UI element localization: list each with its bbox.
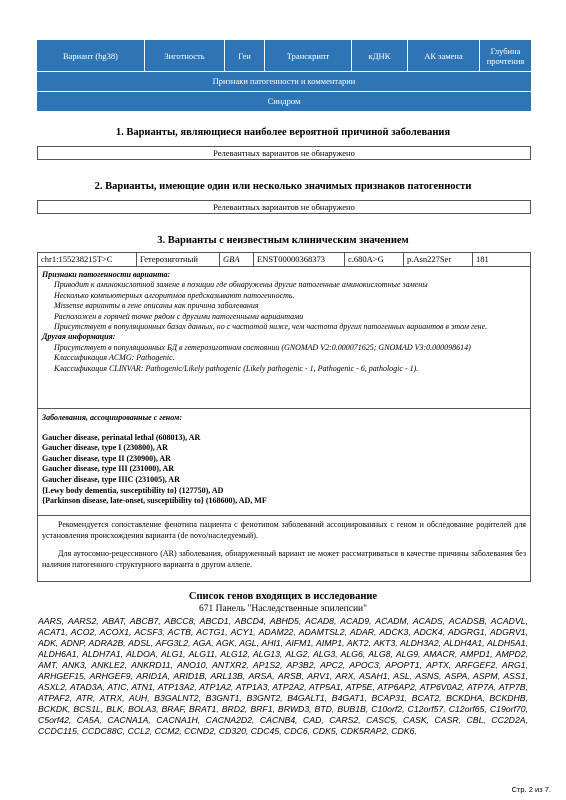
pathogenicity-item: Missense варианты в гене описаны как причина заболевания [54,301,259,311]
gene-list: AARS, AARS2, ABAT, ABCB7, ABCC8, ABCD1, ABCD4, ABHD5, ACAD8, ACAD9, ACADM, ACADS, ACADSB, ACADVL, ACAT1, ACO2, ACOX1, ACSF3, ACTB, ACTG1, ACY1, ADAM22, ADAMTSL2, ADAR, ADCK3, ADCK4, ADGRG1, ADGRV1, ADK, ADNP, ADRA2B, ADSL, AFG3L2, AGA, AGK, AGL, AHI1, AIFM1, AIMP1, AKT2, AKT3, ALDH3A2, ALDH4A1, ALDH5A1, ALDH6A1, ALDH7A1, ALDOA, ALG1, ALG11, ALG12, ALG13, ALG2, ALG3, ALG6, ALG8, ALG9, AMACR, AMPD1, AMPD2, AMT, ANK3, ANKLE2, ANKRD11, ANO10, ANTXR2, AP1S2, AP3B2, APC2, APOC3, APOPT1, APTX, ARFGEF2, ARG1, ARHGEF15, ARHGEF9, ARID1A, ARID1B, ARL13B, ARSA, ARSB, ARV1, ARX, ASAH1, ASL, ASNS, ASPA, ASPM, ASS1, ASXL2, ATAD3A, ATIC, ATN1, ATP13A2, ATP1A2, ATP1A3, ATP2A2, ATP5A1, ATP5E, ATP6AP2, ATP6V0A2, ATP7A, ATP7B, ATPAF2, ATR, ATRX, AUH, B3GALNT2, B3GNT1, B3GNT2, B4GALT1, B4GAT1, BCAP31, BCAT2, BCKDHA, BCKDHB, BCKDK, BCS1L, BLK, BOLA3, BRAF, BRAT1, BRD2, BRF1, BRWD3, BTD, BUB1B, C10orf2, C12orf57, C12orf65, C19orf70, C5orf42, CA5A, CACNA1A, CACNA1H, CACNA2D2, CACNB4, CAD, CARS2, CASC5, CASK, CASR, CBL, CC2D2A, CCDC115, CCDC88C, CCL2, CCM2, CCND2, CD320, CDC45, CDC6, CDK5, CDK5RAP2, CDK6, [38,616,528,736]
recommendation-paragraph: Для аутосомно-рецессивного (AR) заболевания, обнаруженный вариант не может рассматриваться в качестве причины заболевания без наличия патогенного структурного варианта в другом аллеле. [42,549,526,569]
pathogenicity-item: Приводит к аминокислотной замене в позиции где обнаружены другие патогенные аминокислотные замены [54,280,428,290]
pathogenicity-title: Признаки патогенности варианта: [42,270,171,279]
col-depth: Глубина прочтения [486,45,525,66]
recommendation-paragraph: Рекомендуется сопоставление фенотипа пациента с фенотипом заболеваний ассоциированных с геном и обследование родителей для установления происхождения варианта (de novo/наследуемый). [42,520,526,540]
disease-item: Gaucher disease, type III (231000), AR [42,464,175,474]
variant-info [37,267,531,409]
disease-item: {Parkinson disease, late-onset, susceptibility to} (168600), AD, MF [42,496,267,506]
other-info-title: Другая информация: [42,332,116,342]
col-aa: АК замена [408,40,480,71]
header-band-syndrome: Синдром [37,91,531,111]
variant-row [37,252,531,267]
variant-position: chr1:155238215T>C [37,252,136,267]
section-2-title: 2. Варианты, имеющие один или несколько значимых признаков патогенности [94,181,472,192]
variant-depth: 181 [472,252,531,267]
pathogenicity-item: Несколько компьютерных алгоритмов предсказывают патогенность. [54,290,295,300]
col-cdna: кДНК [352,40,408,71]
disease-item: Gaucher disease, type II (230900), AR [42,453,171,463]
variant-zygosity: Гетерозиготный [136,252,219,267]
col-zygosity: Зиготность [145,40,225,71]
pathogenicity-item: Расположен в горячей точке рядом с другими патогенными вариантами [54,311,304,321]
col-gene: Ген [225,40,265,71]
associated-diseases [37,409,531,516]
gene-list-title: Список генов входящих в исследование [188,591,378,602]
variant-cdna: c.680A>G [344,252,403,267]
other-info-item: Присутствует в популяционных БД в гетерозиготном состоянии (GNOMAD V2:0.000071625; GNOMAD V3:0.000098614) [54,342,471,352]
disease-item: {Lewy body dementia, susceptibility to} (127750), AD [42,485,224,495]
page-number: Стр. 2 из 7. [511,785,551,794]
pathogenicity-item: Присутствует в популяционных базах данных, но с частотой ниже, чем частота других патогенных вариантов в этом гене. [54,322,488,332]
section-2-empty: Релевантных вариантов не обнаружено [37,200,531,214]
disease-item: Gaucher disease, type IIIC (231005), AR [42,474,180,484]
variant-aa: p.Asn227Ser [403,252,472,267]
section-3-title: 3. Варианты с неизвестным клиническим значением [157,235,409,246]
other-info-item: Классификация ACMG: Pathogenic. [54,353,175,363]
gene-list-subtitle: 671 Панель "Наследственные эпилепсии" [199,604,367,614]
other-info-item: Классификация CLINVAR: Pathogenic/Likely pathogenic (Likely pathogenic - 1, Pathogenic - 6, pathologic - 1). [54,363,419,373]
associated-diseases-title: Заболевания, ассоциированные с геном: [42,413,183,422]
section-1-title: 1. Варианты, являющиеся наиболее вероятной причиной заболевания [115,127,451,138]
recommendations [37,516,531,582]
table-header [37,40,531,71]
disease-item: Gaucher disease, type I (230800), AR [42,443,168,453]
variant-transcript: ENST00000368373 [253,252,344,267]
disease-item: Gaucher disease, perinatal lethal (608013), AR [42,432,201,442]
variant-gene: GBA [219,252,253,267]
section-1-empty: Релевантных вариантов не обнаружено [37,146,531,160]
header-band-pathogenicity: Признаки патогенности и комментарии [37,71,531,91]
col-transcript: Транскрипт [265,40,352,71]
col-variant: Вариант (hg38) [37,40,145,71]
